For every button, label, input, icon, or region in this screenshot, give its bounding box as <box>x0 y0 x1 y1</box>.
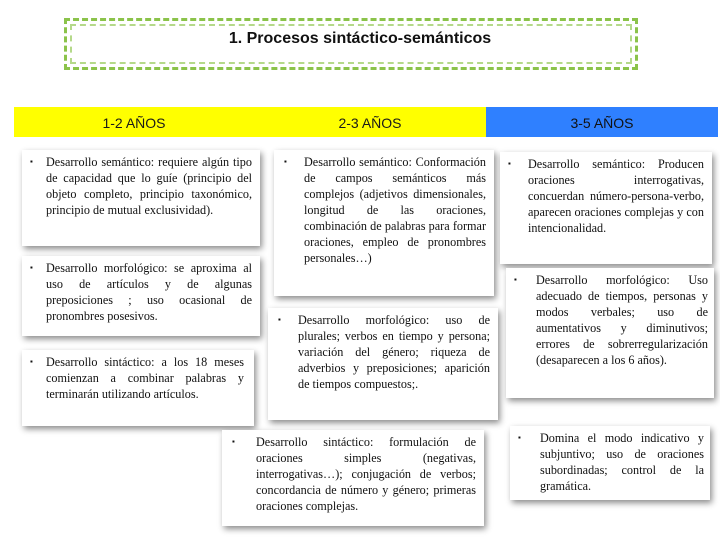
card-text: Desarrollo sintáctico: formulación de oraciones simples (negativas, interrogativas…); conjugación de verbos; concordancia de número y género; primeras oraciones complejas. <box>256 435 476 513</box>
card-text: Desarrollo morfológico: Uso adecuado de tiempos, personas y modos verbales; uso de aumentativos y diminutivos; errores de sobrerregularización (desaparecen a los 6 años). <box>536 273 708 367</box>
card-2-3-morphological <box>268 308 498 420</box>
card-text: Desarrollo sintáctico: a los 18 meses comienzan a combinar palabras y terminarán utilizando artículos. <box>46 355 244 401</box>
card-text: Desarrollo morfológico: uso de plurales; verbos en tiempo y persona; variación del género; riqueza de adverbios y preposiciones; aparición de tiempos compuestos;. <box>298 313 490 391</box>
bullet-icon: ▪ <box>232 437 235 446</box>
card-2-3-syntactic <box>222 430 484 526</box>
bullet-icon: ▪ <box>514 275 517 284</box>
card-text: Desarrollo semántico: requiere algún tipo de capacidad que lo guíe (principio del objeto completo, principio taxonómico, principio de mutual exclusividad). <box>46 155 252 217</box>
card-3-5-grammar <box>510 426 710 500</box>
bullet-icon: ▪ <box>30 263 33 272</box>
page-title: 1. Procesos sintáctico-semánticos <box>228 30 492 47</box>
card-2-3-semantic <box>274 150 494 296</box>
header-1-2-anos: 1-2 AÑOS <box>14 107 254 137</box>
card-1-2-morphological <box>22 256 260 336</box>
header-2-3-anos: 2-3 AÑOS <box>254 107 486 137</box>
card-3-5-morphological <box>506 268 714 398</box>
card-text: Desarrollo morfológico: se aproxima al uso de artículos y de algunas preposiciones ; uso ocasional de pronombres posesivos. <box>46 261 252 323</box>
card-1-2-semantic <box>22 150 260 246</box>
bullet-icon: ▪ <box>508 159 511 168</box>
header-3-5-anos: 3-5 AÑOS <box>486 107 718 137</box>
bullet-icon: ▪ <box>284 157 287 166</box>
card-text: Desarrollo semántico: Producen oraciones interrogativas, concuerdan número-persona-verbo, aparecen oraciones complejas y con intencionalidad. <box>528 157 704 235</box>
card-text: Desarrollo semántico: Conformación de campos semánticos más complejos (adjetivos dimensionales, longitud de las oraciones, combinación de palabras para formar oraciones, empleo de pronombres personales…) <box>304 155 486 265</box>
bullet-icon: ▪ <box>278 315 281 324</box>
card-3-5-semantic <box>500 152 712 264</box>
card-1-2-syntactic <box>22 350 254 426</box>
card-text: Domina el modo indicativo y subjuntivo; uso de oraciones subordinadas; control de la gramática. <box>540 431 704 493</box>
bullet-icon: ▪ <box>30 157 33 166</box>
bullet-icon: ▪ <box>518 433 521 442</box>
bullet-icon: ▪ <box>30 357 33 366</box>
